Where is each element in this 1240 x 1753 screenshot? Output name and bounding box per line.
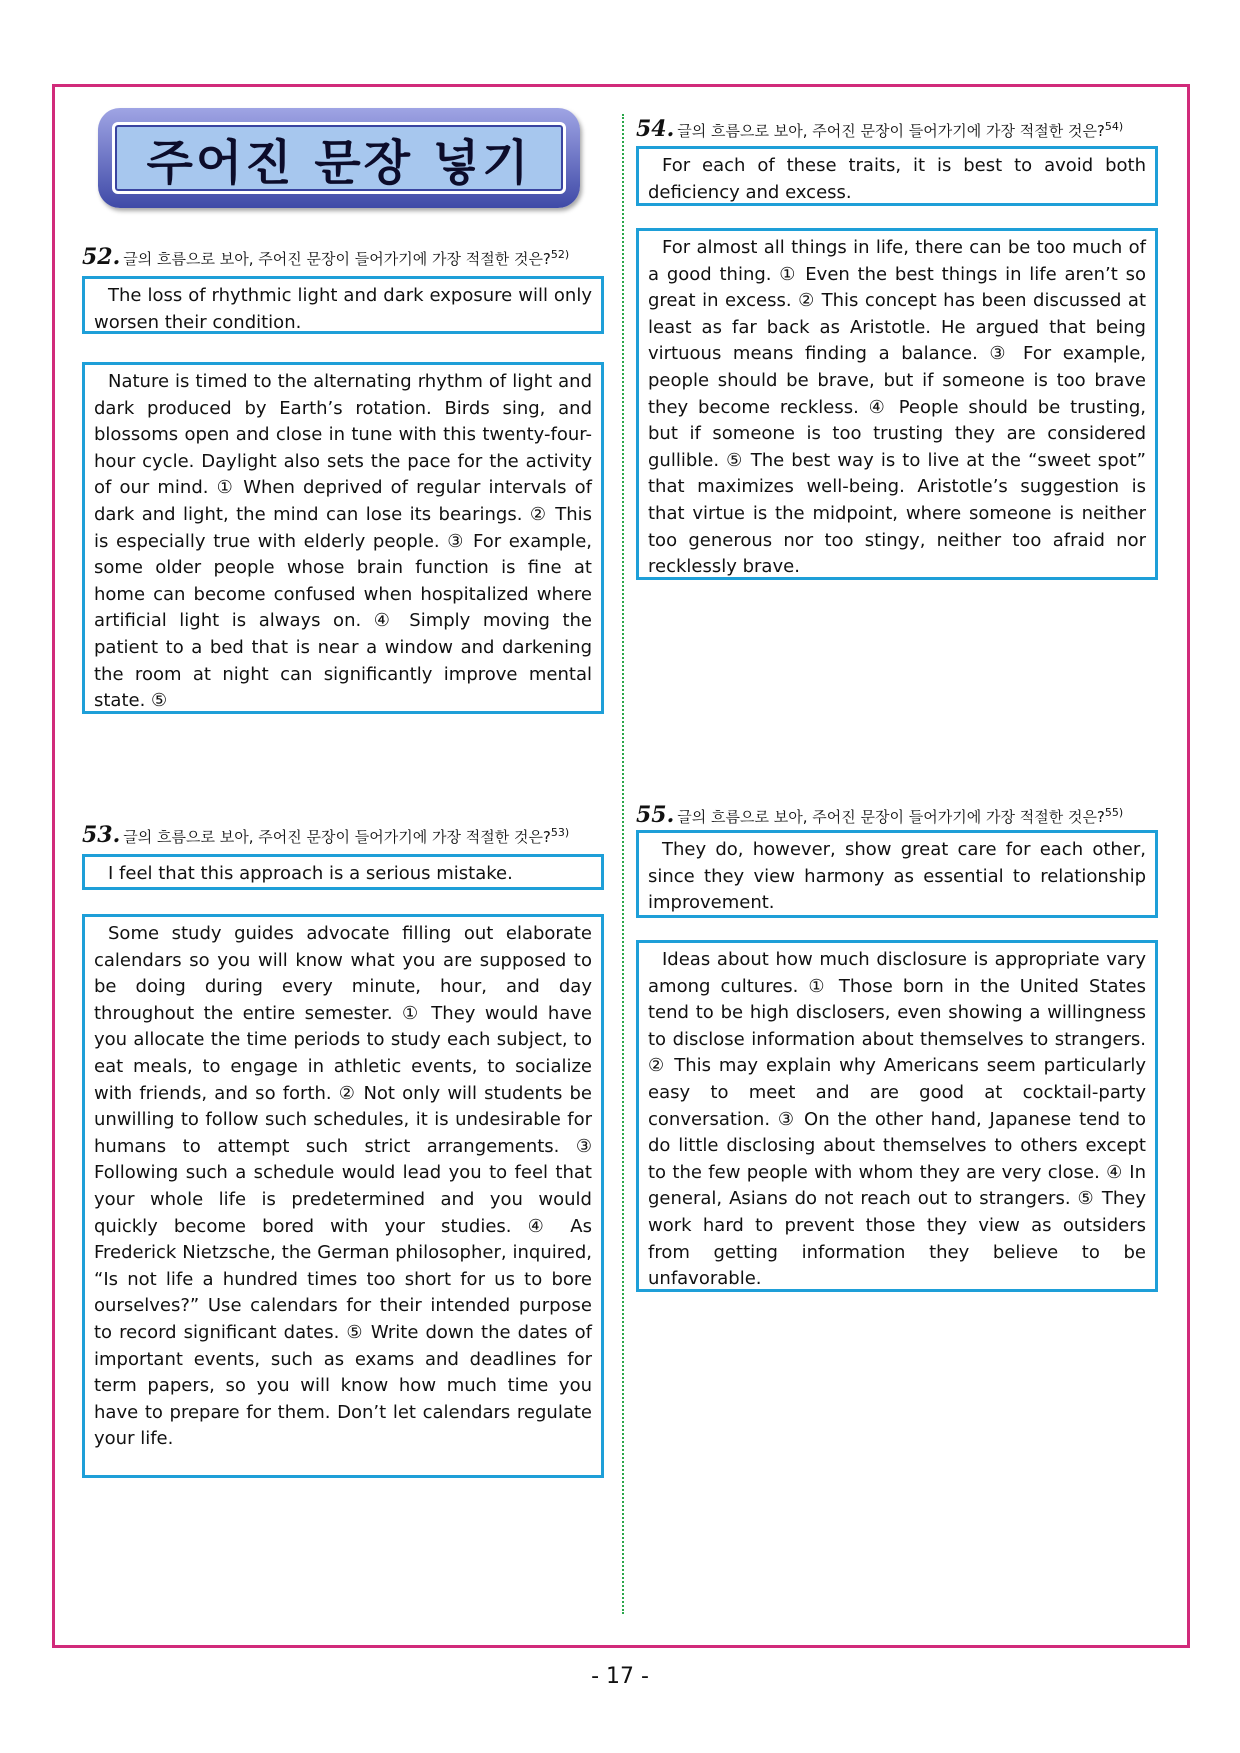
question-header-55 [636, 802, 1123, 828]
question-number: 55. [636, 802, 675, 828]
page-number: - 17 - [591, 1664, 649, 1689]
section-title-plate [112, 122, 566, 194]
question-prompt: 글의 흐름으로 보아, 주어진 문장이 들어가기에 가장 적절한 것은? [123, 828, 551, 846]
question-prompt: 글의 흐름으로 보아, 주어진 문장이 들어가기에 가장 적절한 것은? [677, 122, 1105, 140]
given-sentence: For each of these traits, it is best to avoid both deficiency and excess. [648, 155, 1146, 203]
passage-box-54 [636, 228, 1158, 580]
question-prompt: 글의 흐름으로 보아, 주어진 문장이 들어가기에 가장 적절한 것은? [677, 808, 1105, 826]
question-ref: 54) [1104, 120, 1124, 133]
given-sentence-box-55 [636, 830, 1158, 918]
question-number: 54. [636, 116, 675, 142]
given-sentence-box-54 [636, 146, 1158, 206]
question-ref: 53) [550, 826, 570, 839]
question-prompt: 글의 흐름으로 보아, 주어진 문장이 들어가기에 가장 적절한 것은? [123, 250, 551, 268]
section-title-banner [98, 108, 580, 208]
question-number: 52. [82, 244, 121, 270]
section-title: 주어진 문장 넣기 [146, 134, 532, 191]
question-header-53 [82, 822, 569, 848]
question-ref: 55) [1104, 806, 1124, 819]
question-ref: 52) [550, 248, 570, 261]
passage-box-55 [636, 940, 1158, 1292]
given-sentence-box-52 [82, 276, 604, 334]
given-sentence: I feel that this approach is a serious mistake. [108, 863, 513, 884]
given-sentence: The loss of rhythmic light and dark exposure will only worsen their condition. [94, 285, 592, 333]
given-sentence: They do, however, show great care for each other, since they view harmony as essential to relationship improvement. [648, 839, 1146, 914]
passage-text: For almost all things in life, there can be too much of a good thing. ① Even the best things in life aren’t so great in excess. ② This concept has been discussed at least as far back as Aristotle. He argued that being virtuous means finding a balance. ③ For example, people should be brave, but if someone is too brave they become reckless. ④ People should be trusting, but if someone is too trusting they are considered gullible. ⑤ The best way is to live at the “sweet spot” that maximizes well-being. Aristotle’s suggestion is that virtue is the midpoint, where someone is neither too generous nor too stingy, neither too afraid nor recklessly brave. [648, 237, 1146, 578]
question-number: 53. [82, 822, 121, 848]
given-sentence-box-53 [82, 854, 604, 890]
passage-text: Nature is timed to the alternating rhythm of light and dark produced by Earth’s rotation. Birds sing, and blossoms open and close in tune with this twenty-four-hour cycle. Daylight also sets the pace for the activity of our mind. ① When deprived of regular intervals of dark and light, the mind can lose its bearings. ② This is especially true with elderly people. ③ For example, some older people whose brain function is fine at home can become confused when hospitalized where artificial light is always on. ④ Simply moving the patient to a bed that is near a window and darkening the room at night can significantly improve mental state. ⑤ [94, 371, 592, 712]
column-divider [622, 114, 624, 1614]
passage-box-53 [82, 914, 604, 1478]
question-header-52 [82, 244, 569, 270]
passage-box-52 [82, 362, 604, 714]
passage-text: Some study guides advocate filling out elaborate calendars so you will know what you are supposed to be doing during every minute, hour, and day throughout the entire semester. ① They would have you allocate the time periods to study each subject, to eat meals, to engage in athletic events, to socialize with friends, and so forth. ② Not only will students be unwilling to follow such schedules, it is undesirable for humans to attempt such strict arrangements. ③ Following such a schedule would lead you to feel that your whole life is predetermined and you would quickly become bored with your studies. ④ As Frederick Nietzsche, the German philosopher, inquired, “Is not life a hundred times too short for us to bore ourselves?” Use calendars for their intended purpose to record significant dates. ⑤ Write down the dates of important events, such as exams and deadlines for term papers, so you will know how much time you have to prepare for them. Don’t let calendars regulate your life. [94, 923, 592, 1450]
question-header-54 [636, 116, 1123, 142]
passage-text: Ideas about how much disclosure is appropriate vary among cultures. ① Those born in the United States tend to be high disclosers, even showing a willingness to disclose information about themselves to strangers. ② This may explain why Americans seem particularly easy to meet and are good at cocktail-party conversation. ③ On the other hand, Japanese tend to do little disclosing about themselves to others except to the few people with whom they are very close. ④ In general, Asians do not reach out to strangers. ⑤ They work hard to prevent those they view as outsiders from getting information they believe to be unfavorable. [648, 949, 1146, 1290]
